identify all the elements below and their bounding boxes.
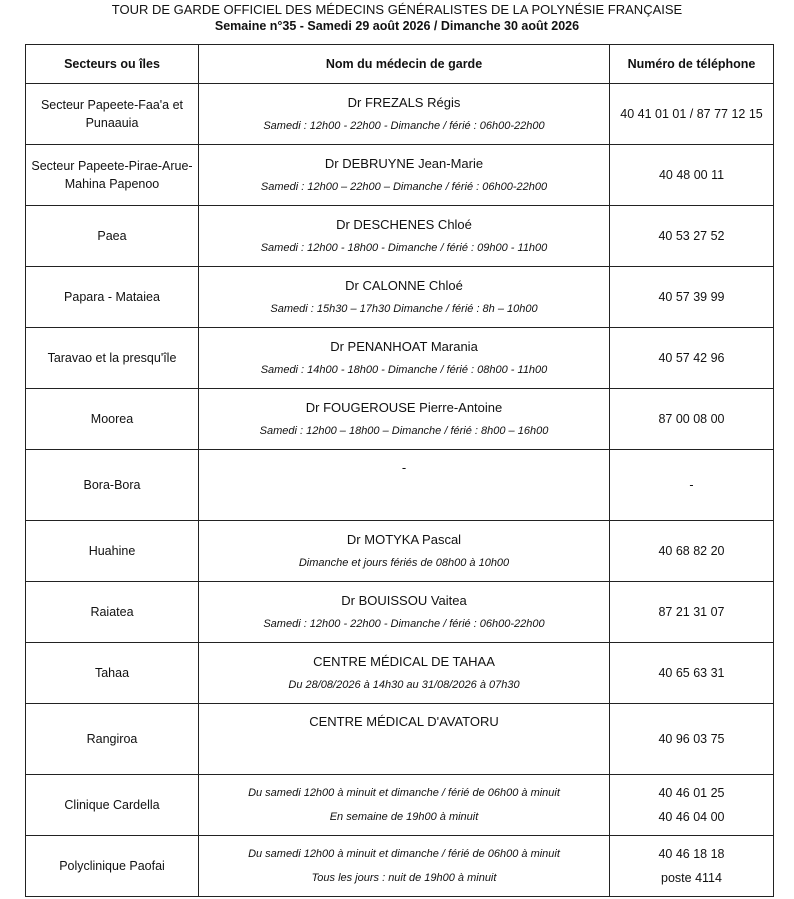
doctor-name: Dr BOUISSOU Vaitea <box>341 593 467 608</box>
column-header-doctor: Nom du médecin de garde <box>199 45 610 84</box>
doctor-name: Dr DESCHENES Chloé <box>336 217 472 232</box>
duty-hours: Dimanche et jours fériés de 08h00 à 10h00 <box>298 557 510 569</box>
clinic-hours-cell <box>199 775 610 836</box>
doctor-name: Dr FREZALS Régis <box>347 95 461 110</box>
table-row <box>26 450 774 521</box>
doctor-name: Dr DEBRUYNE Jean-Marie <box>324 156 484 171</box>
doctor-name: CENTRE MÉDICAL DE TAHAA <box>313 654 495 669</box>
duty-hours: Du 28/08/2026 à 14h30 au 31/08/2026 à 07h30 <box>288 679 520 691</box>
doctor-cell <box>199 521 610 582</box>
clinic-row <box>26 775 774 836</box>
doctor-cell <box>199 84 610 145</box>
duty-hours: Samedi : 12h00 - 22h00 - Dimanche / férié : 06h00-22h00 <box>263 618 545 630</box>
duty-roster-table <box>25 44 774 897</box>
table-row <box>26 521 774 582</box>
clinic-weekday-hours: En semaine de 19h00 à minuit <box>329 811 479 823</box>
table-row <box>26 389 774 450</box>
phone-cell: 40 96 03 75 <box>610 704 774 775</box>
table-row <box>26 704 774 775</box>
phone-cell: 40 41 01 01 / 87 77 12 15 <box>610 84 774 145</box>
column-header-sector: Secteurs ou îles <box>26 45 199 84</box>
phone-cell: - <box>610 450 774 521</box>
phone-cell: 40 65 63 31 <box>610 643 774 704</box>
doctor-cell <box>199 206 610 267</box>
table-row <box>26 328 774 389</box>
doctor-cell <box>199 145 610 206</box>
table-row <box>26 582 774 643</box>
phone-secondary: 40 46 04 00 <box>658 810 725 824</box>
clinic-weekend-hours: Du samedi 12h00 à minuit et dimanche / férié de 06h00 à minuit <box>248 848 560 860</box>
sector-cell: Huahine <box>26 521 199 582</box>
table-row <box>26 84 774 145</box>
phone-cell <box>610 775 774 836</box>
doctor-name: Dr CALONNE Chloé <box>345 278 463 293</box>
doctor-cell <box>199 582 610 643</box>
duty-hours: Samedi : 12h00 – 18h00 – Dimanche / férié : 8h00 – 16h00 <box>259 425 549 437</box>
sector-cell: Taravao et la presqu'île <box>26 328 199 389</box>
doctor-name: CENTRE MÉDICAL D'AVATORU <box>309 714 499 729</box>
phone-primary: 40 46 18 18 <box>658 847 725 861</box>
phone-primary: 40 46 01 25 <box>658 786 725 800</box>
clinic-hours-cell <box>199 836 610 897</box>
duty-hours: Samedi : 12h00 - 22h00 - Dimanche / férié : 06h00-22h00 <box>263 120 545 132</box>
doctor-cell <box>199 267 610 328</box>
doctor-name: Dr FOUGEROUSE Pierre-Antoine <box>305 400 503 415</box>
table-header-row <box>26 45 774 84</box>
phone-cell: 40 57 42 96 <box>610 328 774 389</box>
document-header <box>0 0 794 34</box>
duty-hours: Samedi : 15h30 – 17h30 Dimanche / férié : 8h – 10h00 <box>270 303 538 315</box>
sector-cell: Bora-Bora <box>26 450 199 521</box>
sector-cell: Secteur Papeete-Pirae-Arue-Mahina Papenoo <box>26 145 199 206</box>
duty-hours: Samedi : 12h00 – 22h00 – Dimanche / férié : 06h00-22h00 <box>260 181 548 193</box>
sector-cell: Secteur Papeete-Faa'a et Punaauia <box>26 84 199 145</box>
phone-cell: 87 00 08 00 <box>610 389 774 450</box>
doctor-name: Dr MOTYKA Pascal <box>346 532 462 547</box>
table-row <box>26 206 774 267</box>
table-row <box>26 643 774 704</box>
phone-cell: 40 57 39 99 <box>610 267 774 328</box>
document-title: TOUR DE GARDE OFFICIEL DES MÉDECINS GÉNÉRALISTES DE LA POLYNÉSIE FRANÇAISE <box>111 2 683 17</box>
phone-extension: poste 4114 <box>661 871 722 885</box>
sector-cell: Papara - Mataiea <box>26 267 199 328</box>
sector-cell: Tahaa <box>26 643 199 704</box>
table-row <box>26 145 774 206</box>
table-row <box>26 267 774 328</box>
sector-cell: Paea <box>26 206 199 267</box>
doctor-cell <box>199 328 610 389</box>
duty-hours: Samedi : 14h00 - 18h00 - Dimanche / férié : 08h00 - 11h00 <box>260 364 548 376</box>
phone-cell: 40 68 82 20 <box>610 521 774 582</box>
phone-cell <box>610 836 774 897</box>
sector-cell: Rangiroa <box>26 704 199 775</box>
duty-hours: Samedi : 12h00 - 18h00 - Dimanche / férié : 09h00 - 11h00 <box>260 242 548 254</box>
doctor-name: - <box>401 460 407 475</box>
clinic-weekend-hours: Du samedi 12h00 à minuit et dimanche / férié de 06h00 à minuit <box>248 787 560 799</box>
sector-cell: Clinique Cardella <box>26 775 199 836</box>
clinic-weekday-hours: Tous les jours : nuit de 19h00 à minuit <box>311 872 497 884</box>
sector-cell: Polyclinique Paofai <box>26 836 199 897</box>
sector-cell: Moorea <box>26 389 199 450</box>
doctor-cell <box>199 450 610 521</box>
clinic-row <box>26 836 774 897</box>
document-subtitle: Semaine n°35 - Samedi 29 août 2026 / Dimanche 30 août 2026 <box>214 19 580 33</box>
phone-cell: 87 21 31 07 <box>610 582 774 643</box>
phone-cell: 40 48 00 11 <box>610 145 774 206</box>
sector-cell: Raiatea <box>26 582 199 643</box>
doctor-cell <box>199 704 610 775</box>
doctor-cell <box>199 389 610 450</box>
doctor-name: Dr PENANHOAT Marania <box>330 339 478 354</box>
column-header-phone: Numéro de téléphone <box>610 45 774 84</box>
phone-cell: 40 53 27 52 <box>610 206 774 267</box>
doctor-cell <box>199 643 610 704</box>
